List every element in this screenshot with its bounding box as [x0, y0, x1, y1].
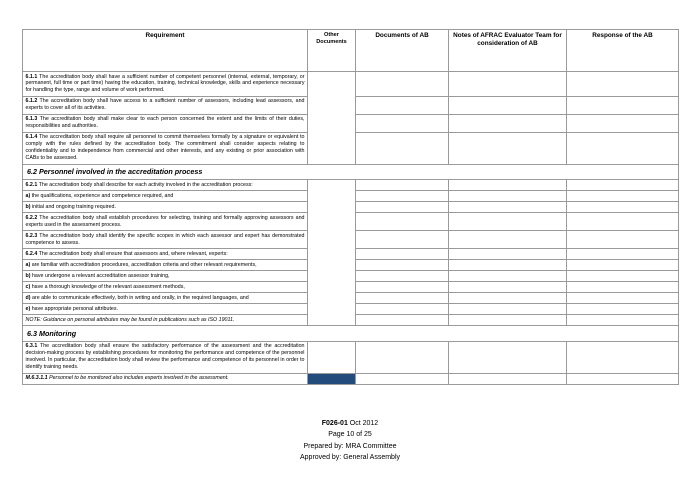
response-ab-cell[interactable]: [567, 373, 679, 384]
requirement-text: have undergone a relevant accreditation assessor training,: [31, 272, 170, 279]
documents-of-ab-cell[interactable]: [356, 260, 449, 271]
documents-of-ab-cell[interactable]: [356, 341, 449, 373]
section-header-row: [23, 326, 679, 342]
other-documents-cell[interactable]: [308, 72, 356, 165]
response-ab-cell[interactable]: [567, 132, 679, 164]
requirements-table: [22, 29, 679, 385]
requirement-text: NOTE: Guidance on personal attributes may be found in publications such as ISO 19011.: [25, 316, 235, 323]
clause-number: M.6.3.1.1: [25, 375, 48, 382]
documents-of-ab-cell[interactable]: [356, 180, 449, 191]
clause-number: a): [25, 192, 31, 199]
documents-of-ab-cell[interactable]: [356, 114, 449, 132]
section-header-label: 6.2 Personnel involved in the accreditation process: [23, 164, 679, 180]
documents-of-ab-cell[interactable]: [356, 373, 449, 384]
response-ab-cell[interactable]: [567, 271, 679, 282]
requirement-text: initial and ongoing training required.: [31, 203, 116, 210]
requirement-cell: [23, 315, 308, 326]
requirement-cell: [23, 213, 308, 231]
notes-afrac-cell[interactable]: [449, 304, 567, 315]
requirement-text: The accreditation body shall describe for each activity involved in the accreditation process:: [38, 181, 253, 188]
clause-number: 6.2.4: [25, 250, 38, 257]
notes-afrac-cell[interactable]: [449, 260, 567, 271]
clause-number: 6.1.3: [25, 116, 38, 123]
requirement-cell: [23, 271, 308, 282]
clause-number: a): [25, 261, 31, 268]
requirement-text: have appropriate personal attributes.: [31, 305, 118, 312]
notes-afrac-cell[interactable]: [449, 132, 567, 164]
documents-of-ab-cell[interactable]: [356, 213, 449, 231]
documents-of-ab-cell[interactable]: [356, 315, 449, 326]
table-row: [23, 373, 679, 384]
highlighted-other-documents-cell[interactable]: [308, 373, 356, 384]
response-ab-cell[interactable]: [567, 202, 679, 213]
requirement-cell: [23, 96, 308, 114]
section-header-row: [23, 164, 679, 180]
requirement-cell: [23, 341, 308, 373]
requirement-cell: [23, 72, 308, 97]
requirement-cell: [23, 373, 308, 384]
response-ab-cell[interactable]: [567, 315, 679, 326]
notes-afrac-cell[interactable]: [449, 72, 567, 97]
requirement-text: are able to communicate effectively, both in writing and orally, in the required languages, and: [31, 294, 249, 301]
notes-afrac-cell[interactable]: [449, 180, 567, 191]
documents-of-ab-cell[interactable]: [356, 304, 449, 315]
notes-afrac-cell[interactable]: [449, 231, 567, 249]
notes-afrac-cell[interactable]: [449, 315, 567, 326]
footer-docid-line: [0, 418, 700, 429]
notes-afrac-cell[interactable]: [449, 373, 567, 384]
notes-afrac-cell[interactable]: [449, 191, 567, 202]
response-ab-cell[interactable]: [567, 96, 679, 114]
notes-afrac-cell[interactable]: [449, 96, 567, 114]
notes-afrac-cell[interactable]: [449, 202, 567, 213]
table-header: [23, 30, 679, 72]
footer-page-number: Page 10 of 25: [328, 431, 372, 439]
response-ab-cell[interactable]: [567, 231, 679, 249]
clause-number: b): [25, 203, 31, 210]
requirement-text: The accreditation body shall have a sufficient number of competent personnel (internal, external, temporary, or permanent, full time or part time) having the education, training, technical knowledge, skills and experience necessary for handling the type, range and volume of work performed.: [25, 73, 305, 94]
documents-of-ab-cell[interactable]: [356, 231, 449, 249]
clause-number: 6.1.2: [25, 98, 38, 105]
response-ab-cell[interactable]: [567, 213, 679, 231]
response-ab-cell[interactable]: [567, 114, 679, 132]
table-row: [23, 72, 679, 97]
requirement-text: Personnel to be monitored also includes experts involved in the assessment.: [49, 375, 229, 382]
notes-afrac-cell[interactable]: [449, 282, 567, 293]
table-body: [23, 72, 679, 385]
footer-prepared-by: Prepared by: MRA Committee: [303, 442, 397, 450]
response-ab-cell[interactable]: [567, 282, 679, 293]
footer-doc-id: F026-01: [321, 420, 348, 427]
response-ab-cell[interactable]: [567, 249, 679, 260]
documents-of-ab-cell[interactable]: [356, 282, 449, 293]
requirement-cell: [23, 282, 308, 293]
requirement-text: The accreditation body shall make clear to each person concerned the extent and the limits of their duties, responsibilities and authorities.: [25, 116, 305, 130]
clause-number: 6.2.1: [25, 181, 38, 188]
clause-number: e): [25, 305, 31, 312]
documents-of-ab-cell[interactable]: [356, 293, 449, 304]
response-ab-cell[interactable]: [567, 180, 679, 191]
requirement-text: have a thorough knowledge of the relevant assessment methods,: [31, 283, 185, 290]
notes-afrac-cell[interactable]: [449, 271, 567, 282]
other-documents-cell[interactable]: [308, 341, 356, 373]
requirement-text: The accreditation body shall require all personnel to commit themselves formally by a signature or equivalent to comply with the rules defined by the accreditation body. The commitment shall consider aspects relating to confidentiality and to independence from commercial and other interests, and any existing or prior association with CABs to be assessed.: [25, 134, 305, 162]
notes-afrac-cell[interactable]: [449, 341, 567, 373]
requirement-text: The accreditation body shall identify the specific scopes in which each assessor and expert has demonstrated competence to assess.: [25, 232, 305, 246]
documents-of-ab-cell[interactable]: [356, 249, 449, 260]
requirement-text: The accreditation body shall have access to a sufficient number of assessors, including lead assessors, and experts to cover all of its activities.: [25, 98, 305, 112]
response-ab-cell[interactable]: [567, 293, 679, 304]
column-header-other-documents: Other Documents: [308, 30, 356, 72]
response-ab-cell[interactable]: [567, 341, 679, 373]
requirement-cell: [23, 132, 308, 164]
footer-approved-by: Approved by: General Assembly: [300, 453, 400, 461]
documents-of-ab-cell[interactable]: [356, 271, 449, 282]
response-ab-cell[interactable]: [567, 304, 679, 315]
requirement-cell: [23, 293, 308, 304]
clause-number: d): [25, 294, 31, 301]
notes-afrac-cell[interactable]: [449, 114, 567, 132]
requirement-text: The accreditation body shall ensure the satisfactory performance of the assessment and the accreditation decision-making process by establishing procedures for monitoring the performance and competence of the personnel involved. In particular, the accreditation body shall review the performance and competence of its personnel in order to identify training needs.: [25, 343, 305, 371]
response-ab-cell[interactable]: [567, 191, 679, 202]
clause-number: 6.2.3: [25, 232, 38, 239]
table-row: [23, 341, 679, 373]
response-ab-cell[interactable]: [567, 72, 679, 97]
notes-afrac-cell[interactable]: [449, 249, 567, 260]
requirement-cell: [23, 260, 308, 271]
column-header-notes-afrac: Notes of AFRAC Evaluator Team for consideration of AB: [449, 30, 567, 72]
notes-afrac-cell[interactable]: [449, 213, 567, 231]
requirement-cell: [23, 202, 308, 213]
requirement-cell: [23, 114, 308, 132]
documents-of-ab-cell[interactable]: [356, 96, 449, 114]
documents-of-ab-cell[interactable]: [356, 72, 449, 97]
requirement-cell: [23, 191, 308, 202]
column-header-documents-of-ab: Documents of AB: [356, 30, 449, 72]
section-header-label: 6.3 Monitoring: [23, 326, 679, 342]
column-header-requirement: Requirement: [23, 30, 308, 72]
clause-number: 6.1.4: [25, 134, 38, 141]
other-documents-cell[interactable]: [308, 180, 356, 326]
footer-doc-date: Oct 2012: [349, 420, 379, 427]
clause-number: 6.1.1: [25, 73, 38, 80]
notes-afrac-cell[interactable]: [449, 293, 567, 304]
requirement-cell: [23, 249, 308, 260]
requirement-text: the qualifications, experience and competence required, and: [31, 192, 174, 199]
checklist-sheet: [22, 29, 678, 385]
clause-number: b): [25, 272, 31, 279]
column-header-response-of-ab: Response of the AB: [567, 30, 679, 72]
table-row: [23, 180, 679, 191]
clause-number: 6.2.2: [25, 214, 38, 221]
page-footer: [0, 418, 700, 463]
table-header-row: [23, 30, 679, 72]
documents-of-ab-cell[interactable]: [356, 202, 449, 213]
requirement-cell: [23, 304, 308, 315]
requirement-text: The accreditation body shall establish procedures for selecting, training and formally approving assessors and experts used in the assessment process.: [25, 214, 305, 228]
requirement-cell: [23, 180, 308, 191]
clause-number: c): [25, 283, 31, 290]
documents-of-ab-cell[interactable]: [356, 132, 449, 164]
requirement-text: The accreditation body shall ensure that assessors and, where relevant, experts:: [38, 250, 228, 257]
clause-number: 6.3.1: [25, 343, 38, 350]
requirement-text: are familiar with accreditation procedures, accreditation criteria and other relevant requirements,: [31, 261, 257, 268]
documents-of-ab-cell[interactable]: [356, 191, 449, 202]
requirement-cell: [23, 231, 308, 249]
response-ab-cell[interactable]: [567, 260, 679, 271]
